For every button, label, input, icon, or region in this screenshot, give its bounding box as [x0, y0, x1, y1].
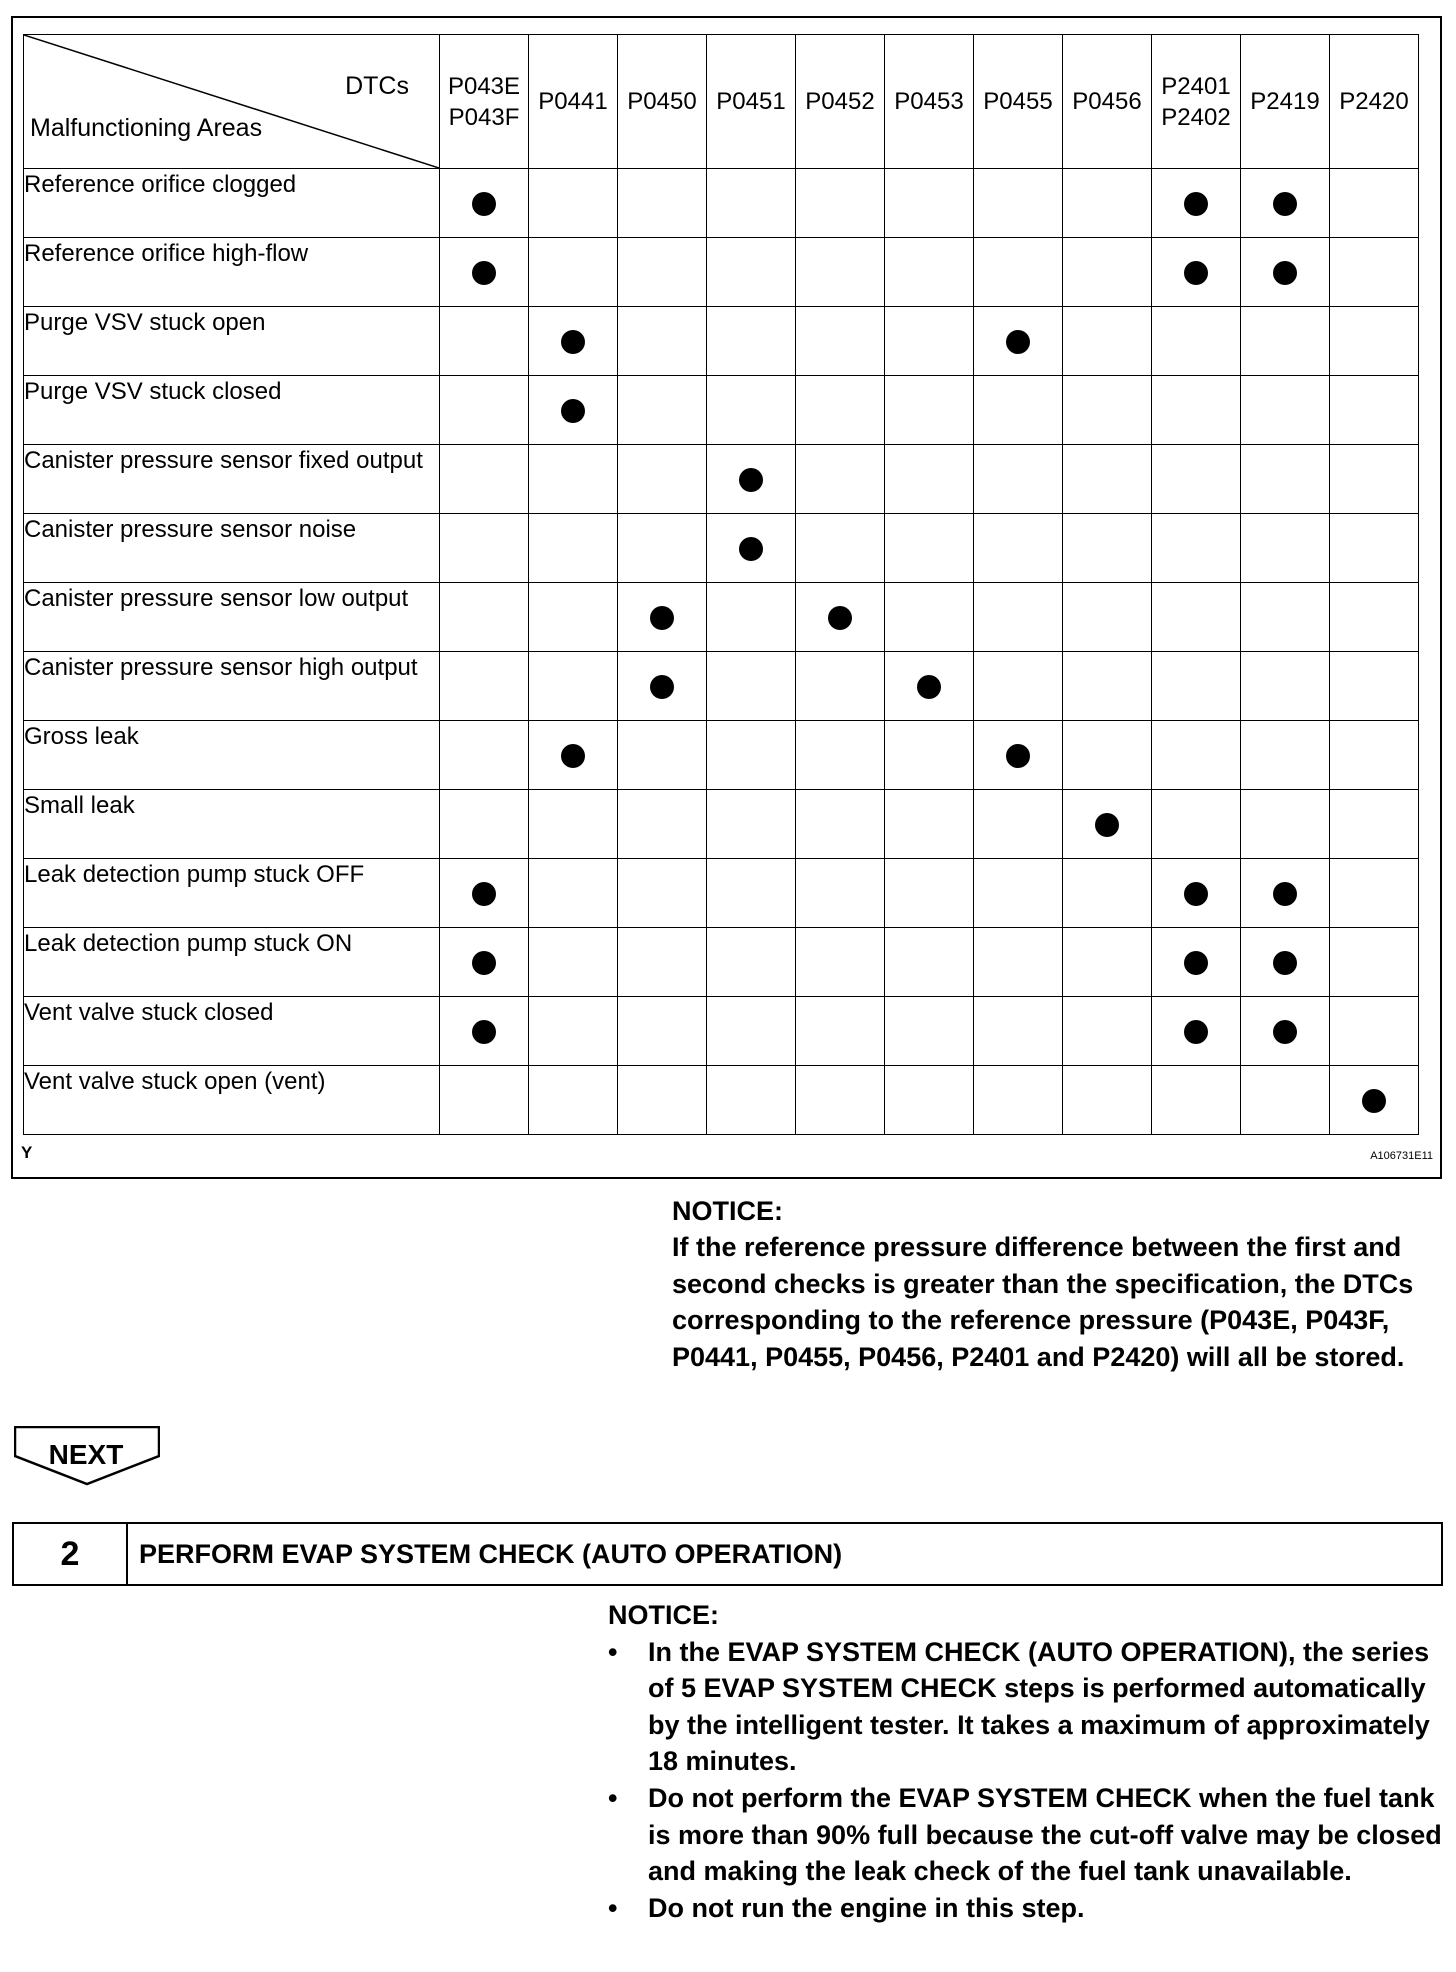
dtc-cell [1063, 721, 1152, 790]
dtc-cell [796, 583, 885, 652]
dtc-cell [1330, 652, 1419, 721]
table-row [24, 859, 1419, 928]
dtc-cell [885, 859, 974, 928]
dtc-cell [1063, 583, 1152, 652]
dtc-cell [440, 997, 529, 1066]
dtc-cell [707, 928, 796, 997]
bullet-icon: • [608, 1782, 618, 1813]
dtc-cell [618, 928, 707, 997]
dtc-cell [885, 928, 974, 997]
applicable-dot-icon [1006, 744, 1030, 768]
dtc-cell [707, 445, 796, 514]
dtc-cell [796, 376, 885, 445]
dtc-cell [529, 928, 618, 997]
dtc-cell [1330, 307, 1419, 376]
applicable-dot-icon [1095, 813, 1119, 837]
dtc-cell [974, 928, 1063, 997]
table-body [24, 169, 1419, 1135]
dtc-cell [440, 376, 529, 445]
applicable-dot-icon [1273, 261, 1297, 285]
dtc-cell [796, 997, 885, 1066]
applicable-dot-icon [828, 606, 852, 630]
dtc-cell [618, 445, 707, 514]
dtc-cell [1063, 514, 1152, 583]
dtc-cell [1152, 238, 1241, 307]
dtc-column-header: P0441 [529, 35, 618, 169]
malfunction-area-cell: Canister pressure sensor high output [24, 652, 440, 721]
dtc-cell [974, 169, 1063, 238]
dtc-cell [1241, 928, 1330, 997]
dtc-cell [885, 376, 974, 445]
dtc-cell [529, 169, 618, 238]
dtc-cell [529, 445, 618, 514]
dtc-cell [529, 307, 618, 376]
dtc-cell [974, 376, 1063, 445]
bullet-icon: • [608, 1636, 618, 1667]
dtc-cell [529, 652, 618, 721]
table-row [24, 1066, 1419, 1135]
dtc-cell [1152, 1066, 1241, 1135]
list-item: • Do not run the engine in this step. [608, 1890, 1448, 1927]
dtc-column-header: P0453 [885, 35, 974, 169]
dtc-cell [618, 169, 707, 238]
dtc-cell [1241, 307, 1330, 376]
dtc-cell [1330, 445, 1419, 514]
dtc-cell [1330, 238, 1419, 307]
applicable-dot-icon [917, 675, 941, 699]
applicable-dot-icon [1273, 1020, 1297, 1044]
applicable-dot-icon [1273, 882, 1297, 906]
dtc-cell [440, 928, 529, 997]
dtc-column-header: P2419 [1241, 35, 1330, 169]
dtc-cell [529, 376, 618, 445]
dtc-cell [440, 514, 529, 583]
dtc-matrix-table [23, 34, 1419, 1135]
dtc-cell [974, 652, 1063, 721]
dtc-cell [1152, 514, 1241, 583]
figure-id: A106731E11 [1370, 1150, 1433, 1162]
dtc-cell [529, 238, 618, 307]
dtc-cell [707, 514, 796, 583]
dtc-cell [707, 307, 796, 376]
dtc-cell [1241, 1066, 1330, 1135]
applicable-dot-icon [1362, 1089, 1386, 1113]
applicable-dot-icon [1273, 951, 1297, 975]
dtc-cell [1063, 238, 1152, 307]
dtc-column-header: P0456 [1063, 35, 1152, 169]
malfunction-area-cell: Leak detection pump stuck OFF [24, 859, 440, 928]
dtc-cell [885, 445, 974, 514]
dtc-cell [796, 790, 885, 859]
dtc-cell [974, 859, 1063, 928]
dtc-cell [796, 721, 885, 790]
malfunction-area-cell: Vent valve stuck closed [24, 997, 440, 1066]
applicable-dot-icon [1184, 261, 1208, 285]
dtc-cell [1152, 652, 1241, 721]
malfunction-area-cell: Purge VSV stuck open [24, 307, 440, 376]
dtc-cell [1241, 859, 1330, 928]
dtc-cell [885, 1066, 974, 1135]
step-title: PERFORM EVAP SYSTEM CHECK (AUTO OPERATION) [139, 1539, 843, 1569]
table-row [24, 514, 1419, 583]
dtc-cell [1241, 445, 1330, 514]
dtc-cell [796, 928, 885, 997]
dtc-column-header: P0451 [707, 35, 796, 169]
dtc-cell [796, 445, 885, 514]
dtc-cell [707, 1066, 796, 1135]
dtc-cell [974, 238, 1063, 307]
dtc-column-header: P2401 P2402 [1152, 35, 1241, 169]
dtc-cell [1063, 1066, 1152, 1135]
notice-heading: NOTICE: [608, 1600, 719, 1630]
applicable-dot-icon [561, 744, 585, 768]
dtc-cell [885, 652, 974, 721]
dtc-cell [885, 169, 974, 238]
dtc-cell [618, 652, 707, 721]
applicable-dot-icon [472, 192, 496, 216]
dtc-cell [974, 307, 1063, 376]
malfunctioning-areas-header-label: Malfunctioning Areas [30, 114, 263, 142]
applicable-dot-icon [1184, 192, 1208, 216]
dtc-cell [529, 721, 618, 790]
dtc-cell [707, 238, 796, 307]
dtc-cell [885, 307, 974, 376]
list-item: • In the EVAP SYSTEM CHECK (AUTO OPERATION), the series of 5 EVAP SYSTEM CHECK steps is performed automatically by the intelligent tester. It takes a maximum of approximately 18 minutes. [608, 1634, 1448, 1780]
malfunction-area-cell: Reference orifice high-flow [24, 238, 440, 307]
dtc-cell [440, 307, 529, 376]
notice-box-1 [672, 1193, 1442, 1375]
dtc-cell [529, 1066, 618, 1135]
applicable-dot-icon [650, 675, 674, 699]
dtc-cell [1063, 307, 1152, 376]
applicable-dot-icon [561, 330, 585, 354]
dtc-column-header: P043E P043F [440, 35, 529, 169]
dtc-cell [707, 376, 796, 445]
dtc-cell [618, 307, 707, 376]
dtc-cell [885, 514, 974, 583]
table-row [24, 376, 1419, 445]
next-button[interactable] [14, 1426, 160, 1493]
dtc-cell [1241, 514, 1330, 583]
table-row [24, 238, 1419, 307]
dtc-cell [1152, 445, 1241, 514]
table-header-row [24, 35, 1419, 169]
dtc-cell [1063, 790, 1152, 859]
dtc-cell [796, 238, 885, 307]
dtc-cell [1063, 169, 1152, 238]
dtc-cell [1241, 652, 1330, 721]
dtc-cell [529, 514, 618, 583]
dtc-cell [1152, 721, 1241, 790]
dtc-column-header: P0450 [618, 35, 707, 169]
dtc-cell [1330, 721, 1419, 790]
notice-text: If the reference pressure difference between the first and second checks is greater than the specification, the DTCs corresponding to the reference pressure (P043E, P043F, P0441, P0455, P0456, P2401 and P2420) will all be stored. [672, 1232, 1414, 1372]
dtc-cell [440, 1066, 529, 1135]
dtc-cell [1152, 376, 1241, 445]
table-row [24, 928, 1419, 997]
dtc-cell [440, 721, 529, 790]
dtc-cell [707, 169, 796, 238]
malfunction-area-cell: Vent valve stuck open (vent) [24, 1066, 440, 1135]
dtc-cell [885, 583, 974, 652]
bullet-icon: • [608, 1892, 618, 1923]
dtc-cell [440, 445, 529, 514]
dtc-column-header: P2420 [1330, 35, 1419, 169]
dtc-cell [1330, 859, 1419, 928]
table-row [24, 997, 1419, 1066]
dtc-cell [1330, 928, 1419, 997]
applicable-dot-icon [739, 537, 763, 561]
applicable-dot-icon [1184, 882, 1208, 906]
applicable-dot-icon [1273, 192, 1297, 216]
dtcs-header-label: DTCs [345, 72, 409, 100]
dtc-cell [1330, 583, 1419, 652]
dtc-cell [529, 790, 618, 859]
dtc-cell [707, 859, 796, 928]
malfunction-area-cell: Canister pressure sensor noise [24, 514, 440, 583]
dtc-cell [1241, 238, 1330, 307]
dtc-cell [1152, 169, 1241, 238]
dtc-cell [885, 997, 974, 1066]
dtc-cell [1330, 376, 1419, 445]
dtc-cell [707, 652, 796, 721]
table-row [24, 583, 1419, 652]
applicable-dot-icon [739, 468, 763, 492]
dtc-cell [618, 790, 707, 859]
table-row [24, 445, 1419, 514]
figure-footer-left: Y [21, 1143, 33, 1162]
dtc-cell [618, 997, 707, 1066]
dtc-cell [885, 238, 974, 307]
dtc-cell [707, 721, 796, 790]
dtc-cell [796, 514, 885, 583]
table-row [24, 307, 1419, 376]
dtc-cell [1063, 376, 1152, 445]
malfunction-area-cell: Small leak [24, 790, 440, 859]
dtc-cell [1241, 583, 1330, 652]
dtc-cell [1241, 376, 1330, 445]
applicable-dot-icon [1184, 1020, 1208, 1044]
dtc-cell [1241, 721, 1330, 790]
dtc-cell [440, 238, 529, 307]
applicable-dot-icon [472, 1020, 496, 1044]
dtc-cell [707, 997, 796, 1066]
malfunction-area-cell: Canister pressure sensor low output [24, 583, 440, 652]
dtc-cell [1063, 859, 1152, 928]
dtc-cell [796, 652, 885, 721]
next-button-label: NEXT [48, 1439, 124, 1470]
dtc-cell [618, 721, 707, 790]
table-row [24, 790, 1419, 859]
dtc-cell [1241, 169, 1330, 238]
dtc-cell [707, 790, 796, 859]
step-header [12, 1522, 1443, 1586]
dtc-cell [529, 997, 618, 1066]
dtc-cell [796, 859, 885, 928]
dtc-cell [1330, 790, 1419, 859]
dtc-cell [974, 514, 1063, 583]
dtc-cell [974, 790, 1063, 859]
dtc-cell [440, 790, 529, 859]
dtc-cell [529, 859, 618, 928]
dtc-cell [618, 238, 707, 307]
dtc-column-header: P0452 [796, 35, 885, 169]
malfunction-area-cell: Reference orifice clogged [24, 169, 440, 238]
dtc-cell [1330, 1066, 1419, 1135]
malfunction-area-cell: Purge VSV stuck closed [24, 376, 440, 445]
dtc-cell [618, 514, 707, 583]
applicable-dot-icon [472, 951, 496, 975]
applicable-dot-icon [650, 606, 674, 630]
dtc-cell [974, 721, 1063, 790]
dtc-cell [1152, 790, 1241, 859]
dtc-cell [440, 169, 529, 238]
notice-heading: NOTICE: [672, 1196, 783, 1226]
dtc-cell [1063, 997, 1152, 1066]
dtc-cell [529, 583, 618, 652]
dtc-cell [1330, 997, 1419, 1066]
list-item: • Do not perform the EVAP SYSTEM CHECK when the fuel tank is more than 90% full because the cut-off valve may be closed and making the leak check of the fuel tank unavailable. [608, 1780, 1448, 1890]
table-row [24, 721, 1419, 790]
dtc-cell [1063, 652, 1152, 721]
dtc-cell [1241, 790, 1330, 859]
step-number: 2 [14, 1524, 128, 1584]
dtc-cell [974, 1066, 1063, 1135]
dtc-cell [707, 583, 796, 652]
dtc-cell [1152, 997, 1241, 1066]
dtc-cell [796, 1066, 885, 1135]
dtc-cell [440, 583, 529, 652]
dtc-cell [885, 721, 974, 790]
dtc-cell [618, 583, 707, 652]
dtc-cell [974, 445, 1063, 514]
applicable-dot-icon [561, 399, 585, 423]
dtc-column-header: P0455 [974, 35, 1063, 169]
dtc-cell [440, 652, 529, 721]
dtc-cell [1152, 307, 1241, 376]
dtc-cell [1063, 928, 1152, 997]
dtc-cell [1330, 514, 1419, 583]
dtc-cell [1063, 445, 1152, 514]
dtc-cell [796, 307, 885, 376]
malfunction-area-cell: Canister pressure sensor fixed output [24, 445, 440, 514]
dtc-cell [885, 790, 974, 859]
table-row [24, 652, 1419, 721]
applicable-dot-icon [472, 882, 496, 906]
malfunction-area-cell: Gross leak [24, 721, 440, 790]
dtc-cell [974, 997, 1063, 1066]
dtc-cell [1152, 928, 1241, 997]
table-row [24, 169, 1419, 238]
dtc-cell [618, 376, 707, 445]
dtc-cell [796, 169, 885, 238]
dtc-cell [974, 583, 1063, 652]
corner-header [24, 35, 440, 169]
dtc-cell [618, 1066, 707, 1135]
malfunction-area-cell: Leak detection pump stuck ON [24, 928, 440, 997]
dtc-cell [1152, 859, 1241, 928]
applicable-dot-icon [472, 261, 496, 285]
applicable-dot-icon [1006, 330, 1030, 354]
notice-box-2 [608, 1597, 1448, 1926]
dtc-cell [1330, 169, 1419, 238]
dtc-cell [618, 859, 707, 928]
notice-list [608, 1634, 1448, 1927]
dtc-cell [440, 859, 529, 928]
dtc-cell [1152, 583, 1241, 652]
dtc-cell [1241, 997, 1330, 1066]
applicable-dot-icon [1184, 951, 1208, 975]
